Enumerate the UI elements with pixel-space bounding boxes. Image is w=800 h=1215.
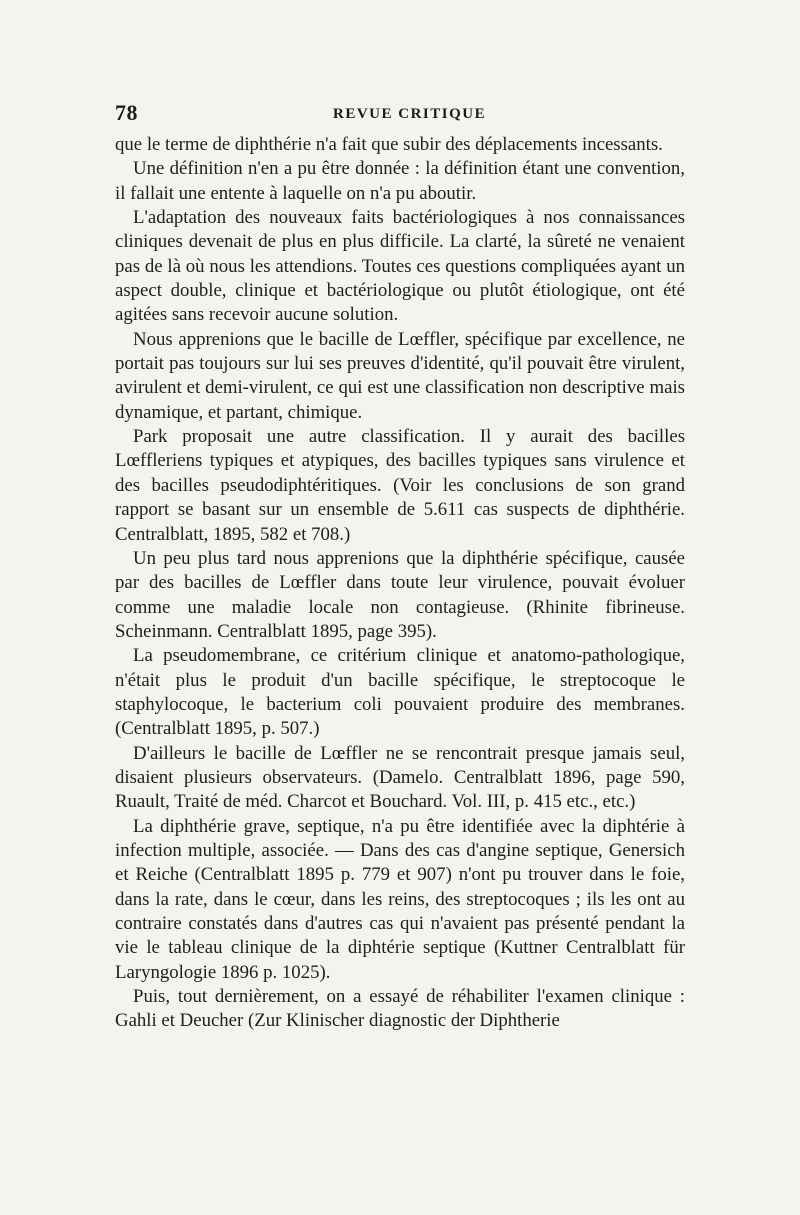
paragraph-1: que le terme de diphthérie n'a fait que subir des déplacements incessants. xyxy=(115,134,663,155)
paragraph-3: L'adaptation des nouveaux faits bactériologiques à nos connaissances cliniques devenait de plus en plus difficile. La clarté, la sûreté ne venaient pas de là où nous les attendions. Toutes ces questions compliquées ayant un aspect double, clinique et bactériologique ou plutôt étiologique, ont été agitées sans recevoir aucune solution. xyxy=(115,207,685,326)
paragraph-7: La pseudomembrane, ce critérium clinique et anatomo-pathologique, n'était plus le produit d'un bacille spécifique, le streptocoque le staphylocoque, le bacterium coli pouvaient produire des membranes. (Centralblatt 1895, p. 507.) xyxy=(115,645,685,740)
body-text xyxy=(115,133,685,1034)
paragraph-2: Une définition n'en a pu être donnée : la définition étant une convention, il fallait une entente à laquelle on n'a pu aboutir. xyxy=(115,158,685,204)
paragraph-8: D'ailleurs le bacille de Lœffler ne se rencontrait presque jamais seul, disaient plusieurs observateurs. (Damelo. Centralblatt 1896, page 590, Ruault, Traité de méd. Charcot et Bouchard. Vol. III, p. 415 etc., etc.) xyxy=(115,742,685,813)
running-head: REVUE CRITIQUE xyxy=(333,106,487,122)
paragraph-4: Nous apprenions que le bacille de Lœffler, spécifique par excellence, ne portait pas toujours sur lui ses preuves d'identité, qu'il pouvait être virulent, avirulent et demi-virulent, ce qui est une classification non descriptive mais dynamique, et partant, chimique. xyxy=(115,328,685,423)
paragraph-5: Park proposait une autre classification. Il y aurait des bacilles Lœffleriens typiques et atypiques, des bacilles typiques sans virulence et des bacilles pseudodiphtéritiques. (Voir les conclusions de son grand rapport se basant sur un ensemble de 5.611 cas suspects de diphthérie. Centralblatt, 1895, 582 et 708.) xyxy=(115,426,685,545)
paragraph-6: Un peu plus tard nous apprenions que la diphthérie spécifique, causée par des bacilles de Lœffler dans toute leur virulence, pouvait évoluer comme une maladie locale non contagieuse. (Rhinite fibrineuse. Scheinmann. Centralblatt 1895, page 395). xyxy=(115,547,685,642)
page-header xyxy=(115,100,685,128)
paragraph-10: Puis, tout dernièrement, on a essayé de réhabiliter l'examen clinique : Gahli et Deucher (Zur Klinischer diagnostic der Diphtherie xyxy=(115,986,685,1032)
page-number: 78 xyxy=(115,100,138,125)
paragraph-9: La diphthérie grave, septique, n'a pu être identifiée avec la diphtérie à infection multiple, associée. — Dans des cas d'angine septique, Genersich et Reiche (Centralblatt 1895 p. 779 et 907) n'ont pu trouver dans le foie, dans la rate, dans le cœur, dans les reins, des streptocoques ; ils les ont au contraire constatés dans d'autres cas qui n'avaient pas présenté pendant la vie le tableau clinique de la diphtérie septique (Kuttner Centralblatt für Laryngologie 1896 p. 1025). xyxy=(115,815,685,983)
